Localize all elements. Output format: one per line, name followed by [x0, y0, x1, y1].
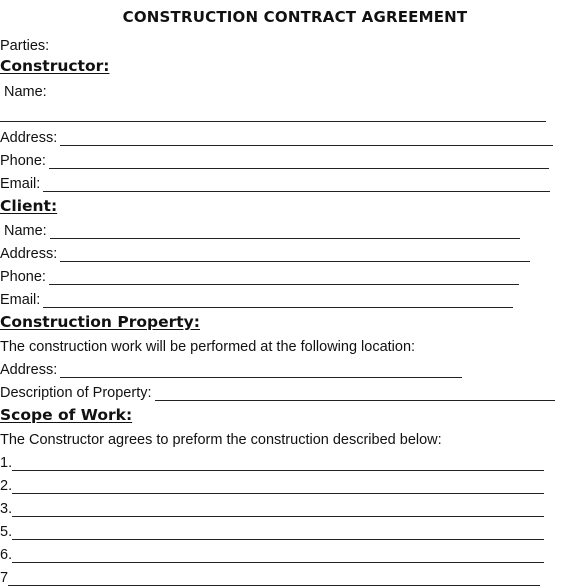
constructor-phone-label: Phone: [0, 153, 46, 169]
property-intro: The construction work will be performed at the following location: [0, 339, 416, 355]
scope-item-2[interactable] [0, 472, 544, 494]
scope-intro: The Constructor agrees to preform the construction described below: [0, 432, 442, 448]
client-email-label: Email: [0, 292, 41, 308]
constructor-heading: Constructor: [0, 57, 110, 75]
scope-item-number: 5. [0, 524, 13, 540]
client-phone-label: Phone: [0, 269, 46, 285]
property-description-label: Description of Property: [0, 385, 152, 401]
property-address-label: Address: [0, 362, 58, 378]
client-name-field[interactable] [4, 217, 520, 239]
property-heading: Construction Property: [0, 313, 200, 331]
scope-item-number: 1. [0, 455, 13, 471]
scope-item-6[interactable] [0, 541, 544, 563]
scope-item-5[interactable] [0, 518, 544, 540]
property-description-field[interactable] [0, 379, 555, 401]
scope-item-7[interactable] [0, 564, 540, 586]
client-name-label: Name: [4, 223, 47, 239]
scope-item-number: 3. [0, 501, 13, 517]
constructor-address-label: Address: [0, 130, 58, 146]
constructor-phone-field[interactable] [0, 147, 549, 169]
constructor-name-field[interactable] [0, 100, 546, 122]
constructor-address-field[interactable] [0, 124, 553, 146]
scope-heading: Scope of Work: [0, 406, 133, 424]
scope-item-1[interactable] [0, 449, 544, 471]
parties-label: Parties: [0, 38, 50, 54]
scope-item-number: 6. [0, 547, 13, 563]
client-phone-field[interactable] [0, 263, 519, 285]
client-heading: Client: [0, 197, 58, 215]
scope-item-number: 2. [0, 478, 13, 494]
client-address-label: Address: [0, 246, 58, 262]
scope-item-3[interactable] [0, 495, 544, 517]
client-address-field[interactable] [0, 240, 530, 262]
constructor-name-label: Name: [4, 84, 47, 100]
document-title: CONSTRUCTION CONTRACT AGREEMENT [122, 8, 468, 26]
property-address-field[interactable] [0, 356, 462, 378]
client-email-field[interactable] [0, 286, 513, 308]
scope-item-number: 7 [0, 570, 9, 586]
constructor-email-label: Email: [0, 176, 41, 192]
constructor-email-field[interactable] [0, 170, 550, 192]
